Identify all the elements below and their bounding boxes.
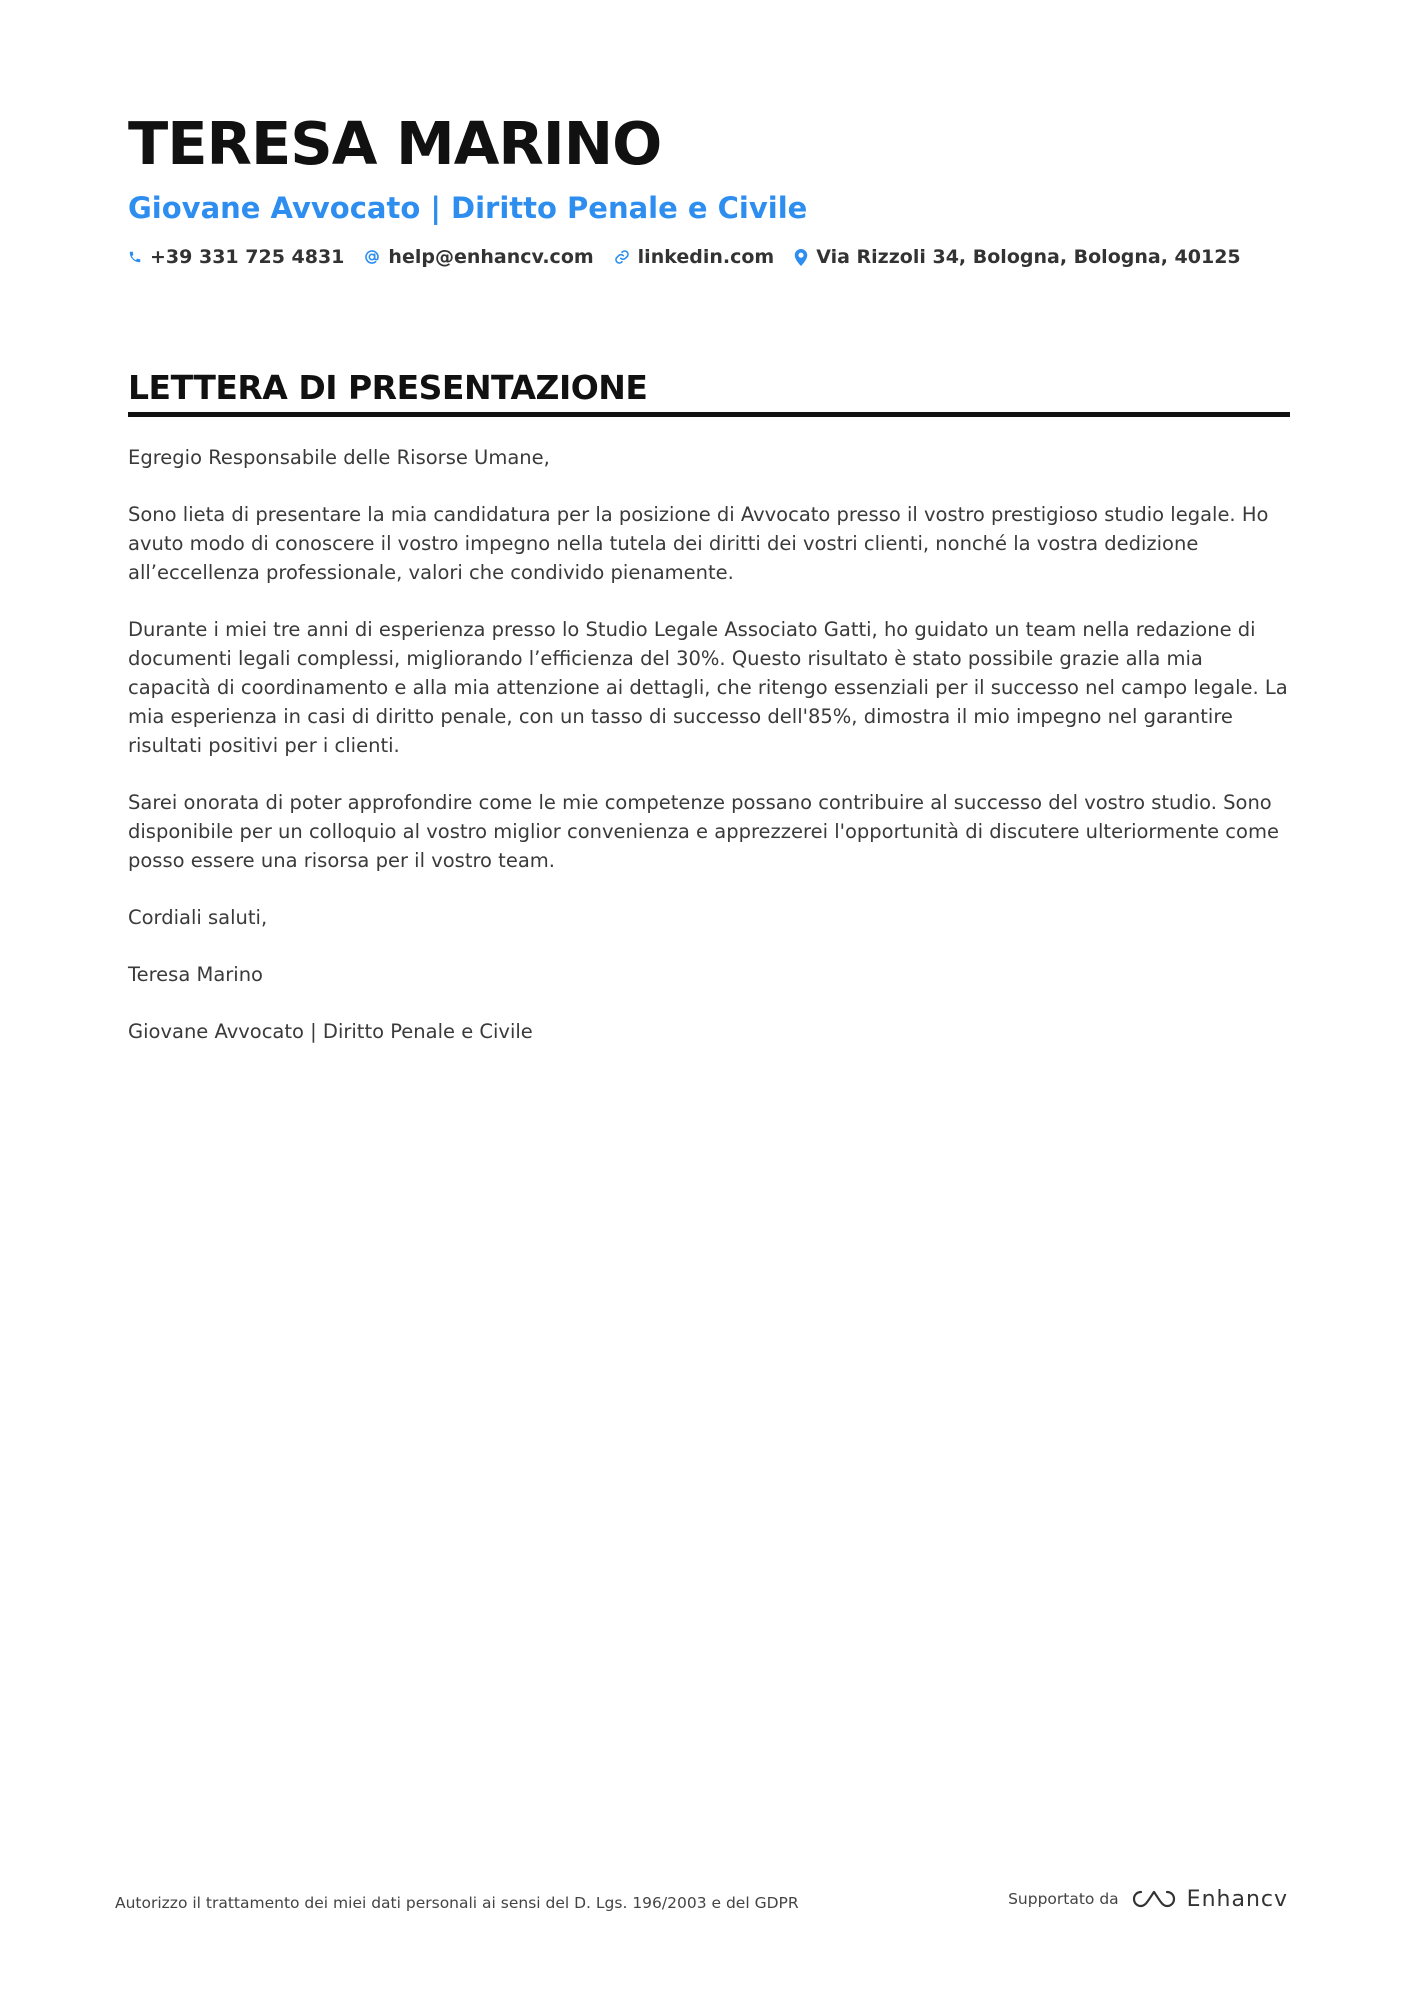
letter-body: [128, 443, 1290, 1046]
brand-name: Enhancv: [1186, 1886, 1288, 1912]
section-title: LETTERA DI PRESENTAZIONE: [128, 366, 1290, 417]
header: [128, 108, 1288, 268]
address-text: Via Rizzoli 34, Bologna, Bologna, 40125: [816, 246, 1241, 268]
brand-logo[interactable]: [1131, 1886, 1288, 1912]
signature-name: Teresa Marino: [128, 963, 263, 986]
letter-paragraph: Durante i miei tre anni di esperienza presso lo Studio Legale Associato Gatti, ho guidato un team nella redazione di documenti legali complessi, migliorando l’efficienza del 30%. Questo risultato è stato possibile grazie alla mia capacità di coordinamento e alla mia attenzione ai dettagli, che ritengo essenziali per il successo nel campo legale. La mia esperienza in casi di diritto penale, con un tasso di successo dell'85%, dimostra il mio impegno nel garantire risultati positivi per i clienti.: [128, 618, 1288, 757]
contact-bar: [128, 246, 1288, 268]
enhancv-logo-icon: [1131, 1886, 1177, 1912]
powered-by[interactable]: [1008, 1886, 1288, 1912]
at-icon: [364, 249, 380, 265]
letter-section: [128, 366, 1290, 1074]
linkedin-text: linkedin.com: [637, 246, 775, 268]
candidate-name: TERESA MARINO: [128, 109, 662, 178]
powered-by-label: Supportato da: [1008, 1890, 1119, 1908]
letter-paragraph: Sarei onorata di poter approfondire come le mie competenze possano contribuire al successo del vostro studio. Sono disponibile per un colloquio al vostro miglior convenienza e apprezzerei l'opportunità di discutere ulteriormente come posso essere una risorsa per il vostro team.: [128, 791, 1279, 872]
contact-phone[interactable]: [128, 246, 344, 268]
email-text: help@enhancv.com: [388, 246, 594, 268]
letter-paragraph: Sono lieta di presentare la mia candidatura per la posizione di Avvocato presso il vostro prestigioso studio legale. Ho avuto modo di conoscere il vostro impegno nella tutela dei diritti dei vostri clienti, nonché la vostra dedizione all’eccellenza professionale, valori che condivido pienamente.: [128, 503, 1269, 584]
location-pin-icon: [794, 249, 808, 266]
letter-closing: Cordiali saluti,: [128, 906, 268, 929]
phone-text: +39 331 725 4831: [150, 246, 345, 268]
contact-address: [794, 246, 1240, 268]
candidate-role: Giovane Avvocato | Diritto Penale e Civile: [128, 191, 808, 225]
letter-greeting: Egregio Responsabile delle Risorse Umane,: [128, 446, 550, 469]
contact-linkedin[interactable]: [614, 246, 775, 268]
contact-email[interactable]: [364, 246, 593, 268]
privacy-notice: Autorizzo il trattamento dei miei dati personali ai sensi del D. Lgs. 196/2003 e del GDPR: [115, 1894, 799, 1912]
phone-icon: [128, 250, 142, 264]
link-icon: [614, 249, 630, 265]
signature-role: Giovane Avvocato | Diritto Penale e Civile: [128, 1020, 533, 1043]
